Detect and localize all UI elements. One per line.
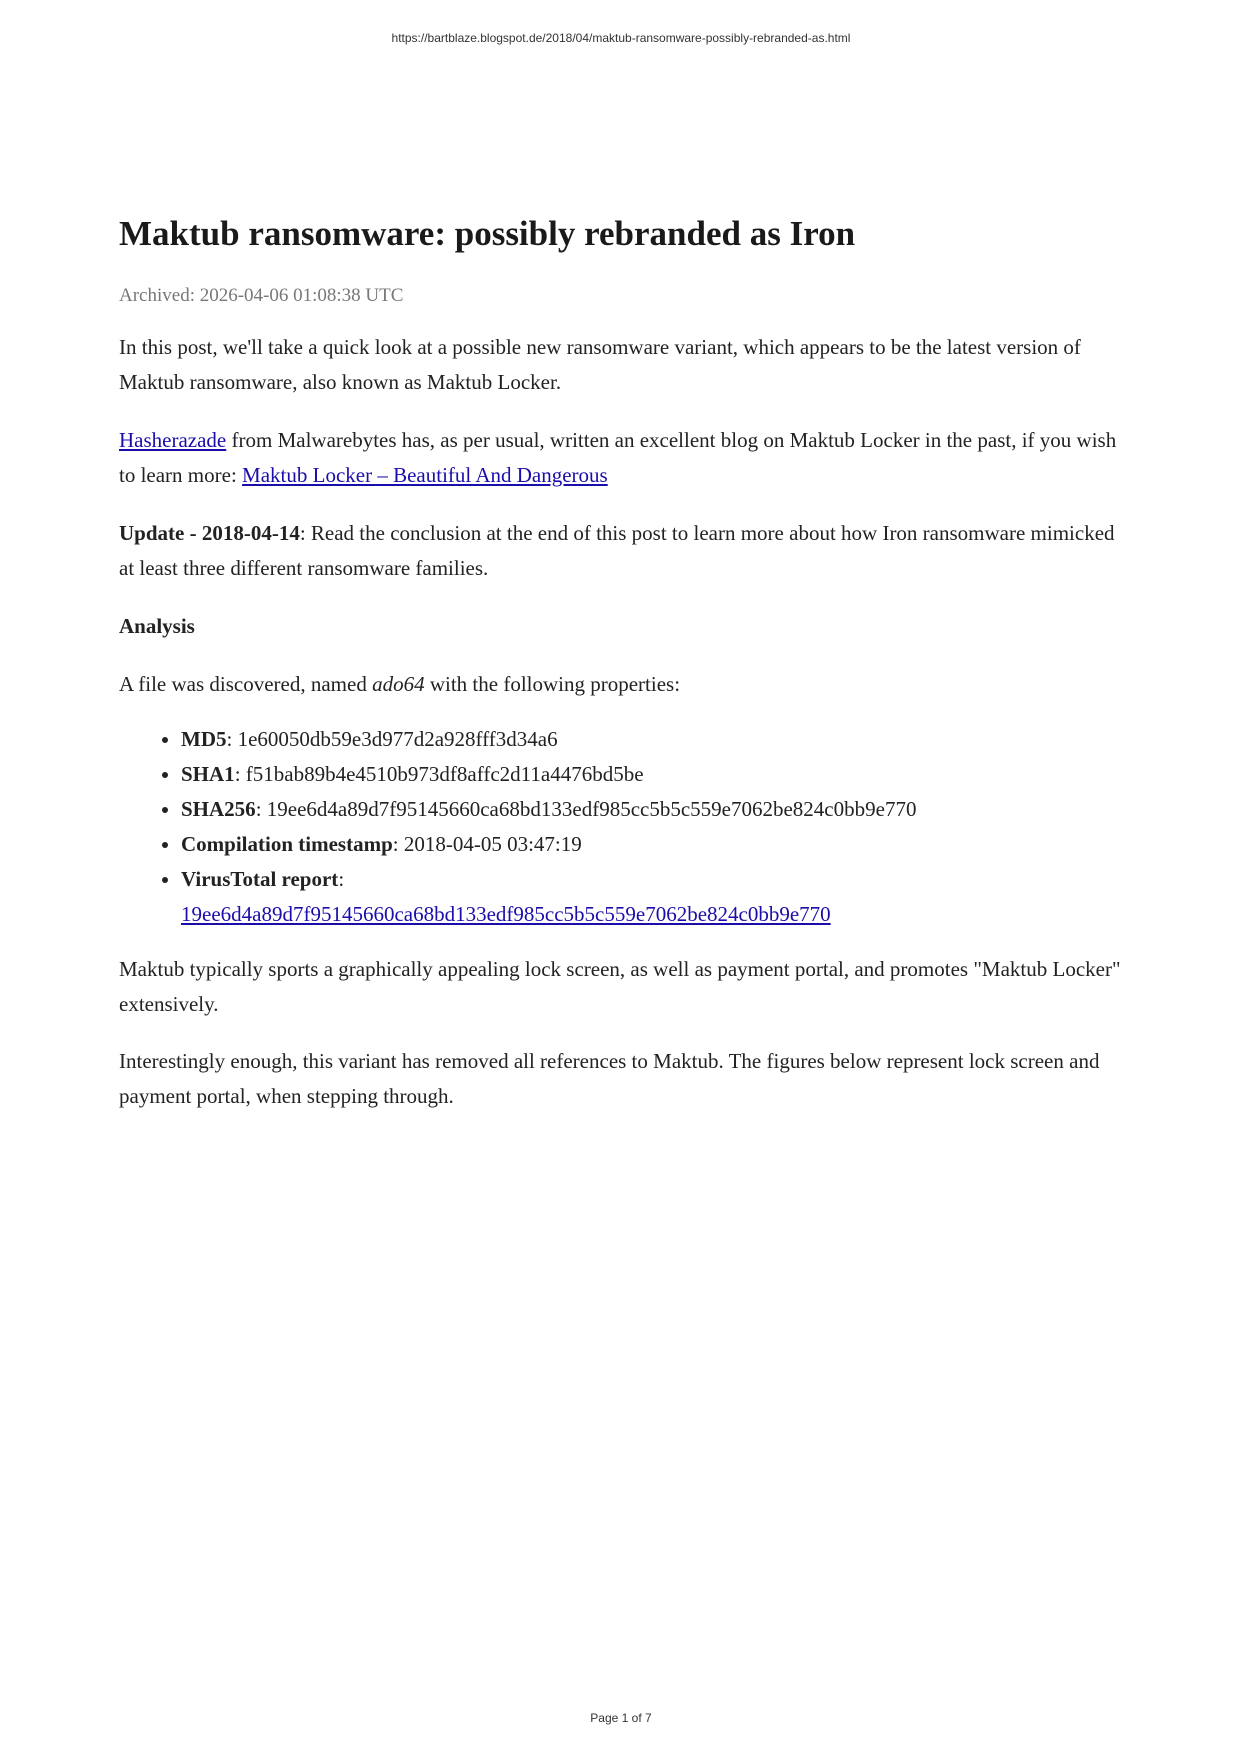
list-item-sha256 (181, 792, 1129, 827)
virustotal-report-link[interactable]: 19ee6d4a89d7f95145660ca68bd133edf985cc5b5c559e7062be824c0bb9e770 (181, 902, 831, 926)
file-properties-list (119, 722, 1129, 932)
file-intro-paragraph (119, 667, 1129, 702)
property-label: SHA256 (181, 797, 256, 821)
hasherazade-paragraph (119, 423, 1129, 493)
interest-paragraph: Interestingly enough, this variant has removed all references to Maktub. The figures below represent lock screen and payment portal, when stepping through. (119, 1049, 1100, 1108)
property-sep: : (338, 867, 345, 891)
list-item-virustotal (181, 862, 1129, 932)
page-url-header: https://bartblaze.blogspot.de/2018/04/maktub-ransomware-possibly-rebranded-as.html (391, 31, 851, 45)
property-label: Compilation timestamp (181, 832, 393, 856)
page-number-footer: Page 1 of 7 (590, 1711, 652, 1725)
property-sep: : (226, 727, 238, 751)
hasherazade-text: from Malwarebytes has, as per usual, written an excellent blog on Maktub Locker in the past, if you wish to learn more: (119, 428, 1117, 487)
update-text: : Read the conclusion at the end of this post to learn more about how Iron ransomware mimicked at least three different ransomware families. (119, 521, 1115, 580)
intro-paragraph: In this post, we'll take a quick look at a possible new ransomware variant, which appears to be the latest version of Maktub ransomware, also known as Maktub Locker. (119, 335, 1081, 394)
property-value: 2018-04-05 03:47:19 (403, 832, 582, 856)
archived-timestamp: Archived: 2026-04-06 01:08:38 UTC (119, 285, 404, 306)
property-sep: : (255, 797, 267, 821)
list-item-md5 (181, 722, 1129, 757)
property-label: MD5 (181, 727, 227, 751)
property-value: f51bab89b4e4510b973df8affc2d11a4476bd5be (245, 762, 644, 786)
list-item-sha1 (181, 757, 1129, 792)
article (119, 208, 1129, 1114)
property-label: SHA1 (181, 762, 235, 786)
property-value: 19ee6d4a89d7f95145660ca68bd133edf985cc5b5c559e7062be824c0bb9e770 (266, 797, 917, 821)
update-label: Update - 2018-04-14 (119, 521, 300, 545)
hasherazade-link[interactable]: Hasherazade (119, 428, 227, 452)
analysis-heading: Analysis (119, 614, 195, 638)
property-label: VirusTotal report (181, 867, 339, 891)
file-intro-before: A file was discovered, named (119, 672, 373, 696)
property-sep: : (234, 762, 246, 786)
property-sep: : (392, 832, 404, 856)
maktub-blog-link[interactable]: Maktub Locker – Beautiful And Dangerous (242, 463, 608, 487)
article-title: Maktub ransomware: possibly rebranded as Iron (119, 214, 856, 253)
file-intro-after: with the following properties: (424, 672, 681, 696)
list-item-compilation-timestamp (181, 827, 1129, 862)
file-name: ado64 (372, 672, 425, 696)
update-paragraph (119, 516, 1129, 586)
maktub-paragraph: Maktub typically sports a graphically appealing lock screen, as well as payment portal, and promotes "Maktub Locker" extensively. (119, 957, 1121, 1016)
property-value: 1e60050db59e3d977d2a928fff3d34a6 (237, 727, 558, 751)
